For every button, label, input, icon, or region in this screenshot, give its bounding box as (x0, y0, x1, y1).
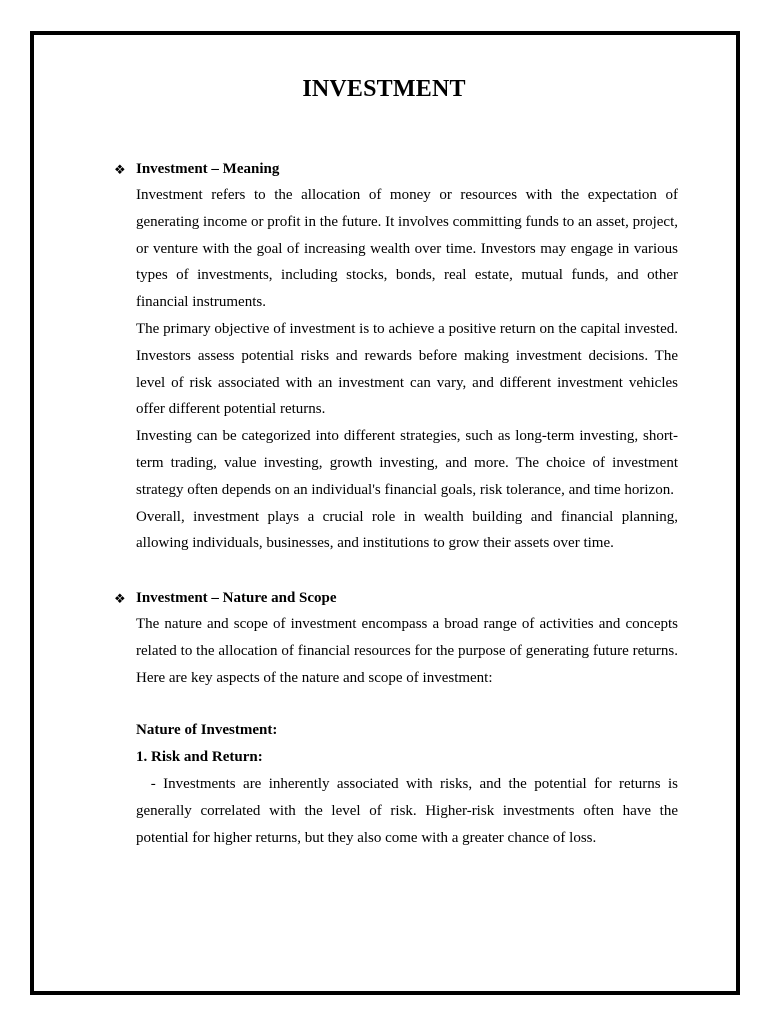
spacer (114, 691, 678, 717)
section-heading-row (114, 585, 678, 611)
point-heading: 1. Risk and Return: (136, 749, 263, 766)
paragraph: - Investments are inherently associated with risks, and the potential for returns is generally correlated with the level of risk. Higher-risk investments often have the potential for higher returns, but they also come with a greater chance of loss. (136, 775, 682, 846)
paragraph: Investing can be categorized into different strategies, such as long-term investing, short-term trading, value investing, growth investing, and more. The choice of investment strategy often depends on an individual's financial goals, risk tolerance, and time horizon. (136, 428, 678, 498)
paragraph: Overall, investment plays a crucial role in wealth building and financial planning, allowing individuals, businesses, and institutions to grow their assets over time. (136, 508, 678, 552)
paragraph: The primary objective of investment is to achieve a positive return on the capital invested. Investors assess potential risks and rewards before making investment decisions. The level of risk associated with an investment can vary, and different investment vehicles offer different potential returns. (136, 320, 678, 418)
section-nature-scope (114, 585, 682, 851)
page-title: INVESTMENT (302, 76, 466, 102)
diamond-bullet-icon: ❖ (114, 590, 126, 606)
section-heading: Investment – Meaning (136, 160, 280, 177)
section-meaning (114, 156, 678, 557)
section-heading-row (114, 156, 678, 182)
diamond-bullet-icon: ❖ (114, 161, 126, 177)
paragraph: Investment refers to the allocation of money or resources with the expectation of generating income or profit in the future. It involves committing funds to an asset, project, or venture with the goal of increasing wealth over time. Investors may engage in various types of investments, including stocks, bonds, real estate, mutual funds, and other financial instruments. (136, 187, 678, 311)
section-heading: Investment – Nature and Scope (136, 589, 337, 606)
paragraph: The nature and scope of investment encompass a broad range of activities and concepts related to the allocation of financial resources for the purpose of generating future returns. Here are key aspects of the nature and scope of investment: (136, 616, 678, 686)
subheading: Nature of Investment: (136, 722, 278, 739)
